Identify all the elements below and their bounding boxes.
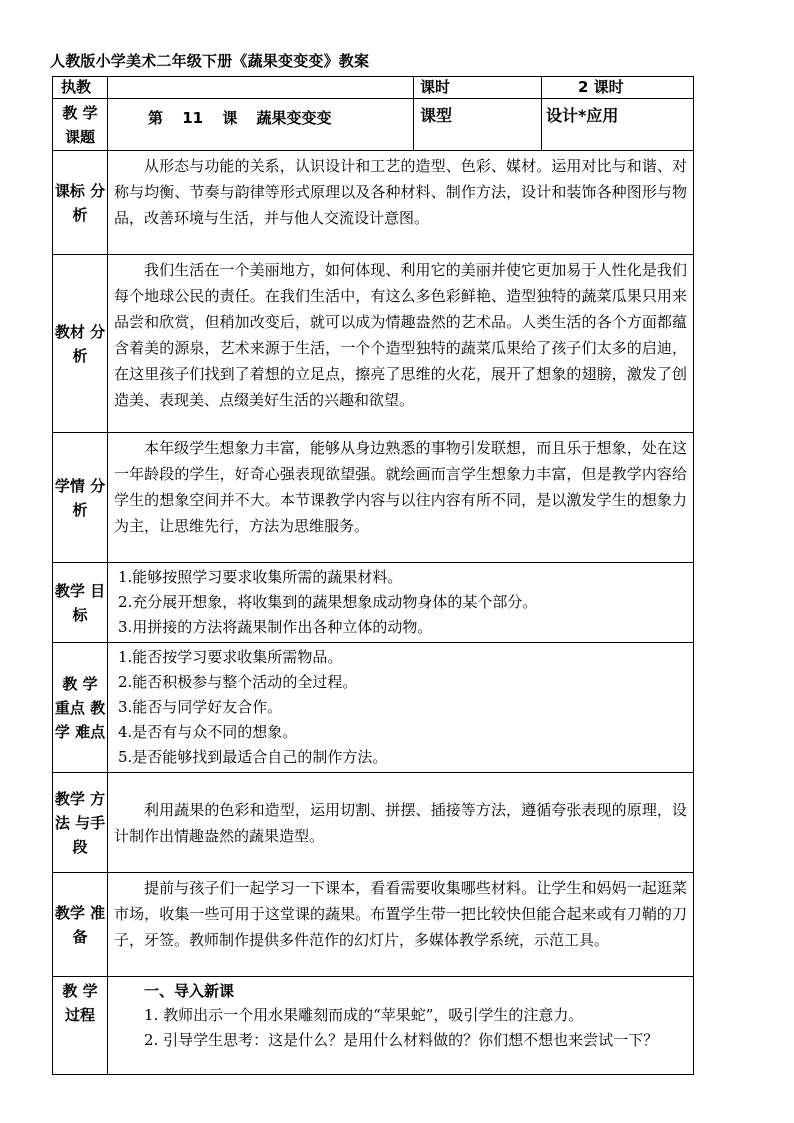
document-title: 人教版小学美术二年级下册《蔬果变变变》教案 [50, 52, 370, 70]
type-label: 课型 [414, 99, 542, 151]
key-points-list [108, 643, 694, 773]
hours-value: 2 课时 [542, 77, 694, 99]
preparation-text: 提前与孩子们一起学习一下课本，看看需要收集哪些材料。让学生和妈妈一起逛菜市场，收集一些可用于这堂课的蔬果。布置学生带一把比较快但能合起来或有刀鞘的刀子，牙签。教师制作提供多件范作的幻灯片，多媒体教学系统，示范工具。 [108, 873, 694, 977]
key-point-item: 4.是否有与众不同的想象。 [118, 723, 298, 741]
standard-text: 从形态与功能的关系，认识设计和工艺的造型、色彩、媒材。运用对比与和谐、对称与均衡、节奏与韵律等形式原理以及各种材料、制作方法，设计和装饰各种图形与物品，改善环境与生活，并与他人交流设计意图。 [108, 151, 694, 255]
standard-label: 课标 分析 [53, 151, 108, 255]
material-row [53, 255, 694, 433]
goal-item: 2.充分展开想象，将收集到的蔬果想象成动物身体的某个部分。 [118, 593, 538, 611]
key-point-item: 2.能否积极参与整个活动的全过程。 [118, 673, 358, 691]
goals-row [53, 563, 694, 643]
process-item: 1. 教师出示一个用水果雕刻而成的“苹果蛇”，吸引学生的注意力。 [144, 1006, 584, 1024]
type-value: 设计*应用 [542, 99, 694, 151]
key-point-item: 1.能否按学习要求收集所需物品。 [118, 648, 343, 666]
process-item: 2. 引导学生思考：这是什么？是用什么材料做的？你们想不想也来尝试一下？ [144, 1031, 659, 1049]
hours-label: 课时 [414, 77, 542, 99]
students-text: 本年级学生想象力丰富，能够从身边熟悉的事物引发联想，而且乐于想象，处在这一年龄段的学生，好奇心强表现欲望强。就绘画而言学生想象力丰富，但是教学内容给学生的想象空间并不大。本节课教学内容与以往内容有所不同，是以激发学生的想象力为主，让思维先行，方法为思维服务。 [108, 433, 694, 563]
key-point-item: 5.是否能够找到最适合自己的制作方法。 [118, 748, 388, 766]
material-text: 我们生活在一个美丽地方，如何体现、利用它的美丽并使它更加易于人性化是我们每个地球公民的责任。在我们生活中，有这么多色彩鲜艳、造型独特的蔬菜瓜果只用来品尝和欣赏，但稍加改变后，就可以成为情趣盎然的艺术品。人类生活的各个方面都蕴含着美的源泉，艺术来源于生活，一个个造型独特的蔬菜瓜果给了孩子们太多的启迪，在这里孩子们找到了着想的立足点，擦亮了思维的火花，展开了想象的翅膀，激发了创造美、表现美、点缀美好生活的兴趣和欲望。 [108, 255, 694, 433]
key-points-label: 教 学 重点 教 学 难点 [53, 643, 108, 773]
methods-label: 教学 方法 与手 段 [53, 773, 108, 873]
process-heading: 一、导入新课 [144, 982, 235, 1000]
preparation-label: 教学 准备 [53, 873, 108, 977]
methods-text: 利用蔬果的色彩和造型，运用切割、拼摆、插接等方法，遵循夸张表现的原理，设计制作出情趣盎然的蔬果造型。 [108, 773, 694, 873]
process-label: 教 学 过程 [53, 977, 108, 1075]
topic-row [53, 99, 694, 151]
teacher-label: 执教 [53, 77, 108, 99]
material-label: 教材 分析 [53, 255, 108, 433]
preparation-row [53, 873, 694, 977]
key-point-item: 3.能否与同学好友合作。 [118, 698, 283, 716]
goals-list [108, 563, 694, 643]
students-row [53, 433, 694, 563]
goal-item: 3.用拼接的方法将蔬果制作出各种立体的动物。 [118, 618, 433, 636]
topic-label: 教 学 课题 [53, 99, 108, 151]
process-content [108, 977, 694, 1075]
key-points-row [53, 643, 694, 773]
topic-value: 第 11 课 蔬果变变变 [108, 99, 414, 151]
goal-item: 1.能够按照学习要求收集所需的蔬果材料。 [118, 568, 403, 586]
teacher-value [108, 77, 414, 99]
standard-row [53, 151, 694, 255]
header-row [53, 77, 694, 99]
students-label: 学情 分析 [53, 433, 108, 563]
lesson-plan-table [52, 76, 694, 1075]
goals-label: 教学 目标 [53, 563, 108, 643]
process-row [53, 977, 694, 1075]
methods-row [53, 773, 694, 873]
